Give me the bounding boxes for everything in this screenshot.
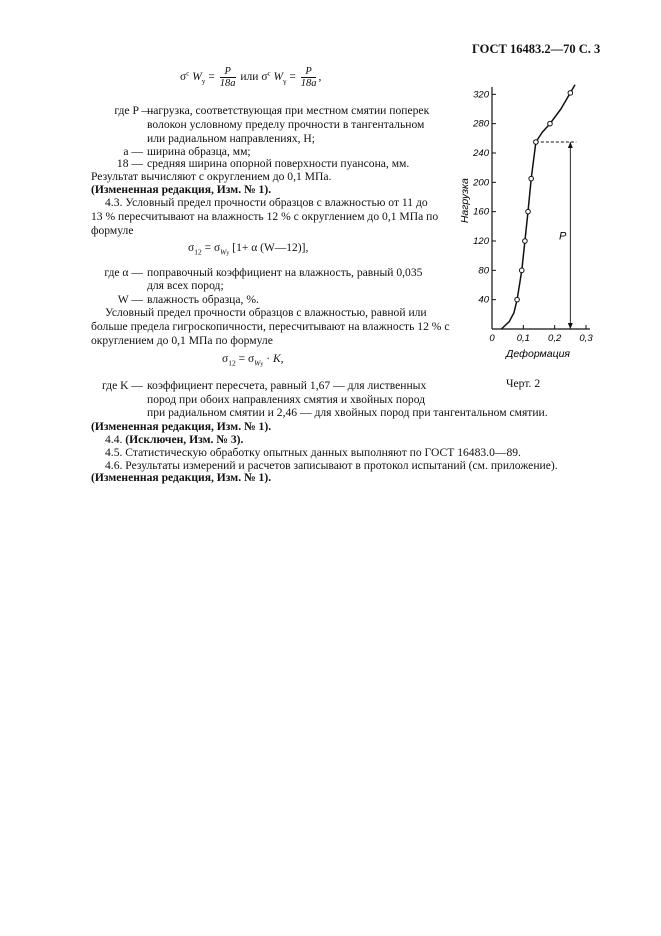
k-symbol: K, bbox=[273, 353, 284, 365]
p-label: P bbox=[558, 230, 567, 243]
p-arrow-top bbox=[568, 142, 573, 148]
amendment-note-3: (Измененная редакция, Изм. № 1). bbox=[91, 471, 272, 484]
legend-symbol-w: W — bbox=[117, 293, 143, 306]
legend-line: для всех пород; bbox=[147, 279, 224, 292]
legend-text-k bbox=[147, 379, 548, 420]
sigma-symbol: σ bbox=[180, 71, 187, 84]
w-subscript-gamma: γ bbox=[283, 76, 287, 86]
data-point bbox=[548, 121, 553, 126]
amendment-note-2: (Измененная редакция, Изм. № 1). bbox=[91, 420, 272, 433]
x-tick-label: 0,3 bbox=[579, 333, 593, 344]
equals-sign: = bbox=[204, 242, 212, 254]
load-curve bbox=[501, 85, 575, 329]
sigma-symbol: σ bbox=[213, 242, 221, 254]
legend-symbol-a: a — bbox=[123, 145, 143, 158]
legend-text-18: средняя ширина опорной поверхности пуансона, мм. bbox=[147, 157, 410, 170]
sigma-symbol: σ bbox=[261, 71, 268, 84]
formula-moisture-correction bbox=[188, 242, 308, 256]
formula-recalculation bbox=[222, 353, 284, 367]
w-subscript: y bbox=[201, 76, 206, 86]
fraction-2 bbox=[301, 66, 317, 89]
data-point bbox=[519, 268, 524, 273]
frac-numerator: P bbox=[301, 66, 317, 78]
y-tick-label: 40 bbox=[478, 294, 489, 306]
formula-rhs: [1+ α (W—12)], bbox=[232, 242, 309, 254]
equals-sign: = bbox=[289, 71, 296, 84]
formula-comma: , bbox=[318, 71, 322, 84]
sigma-subscript: W bbox=[254, 358, 261, 368]
or-word: или bbox=[240, 71, 259, 84]
y-tick-label: 200 bbox=[473, 177, 489, 189]
data-point bbox=[529, 176, 534, 181]
sigma-subsubscript: y bbox=[260, 361, 264, 368]
formula-crushing-strength: $\sigma^c$ $W_y$ = $\frac{P}{18a}$ или $\sigma^c$ $W_\gamma$ = $\frac{P}{18a}$ , bbox=[180, 66, 322, 89]
y-tick-label: 160 bbox=[473, 206, 489, 218]
y-tick-label: 240 bbox=[473, 148, 489, 159]
paragraph-line: больше предела гигроскопичности, пересчитывают на влажность 12 % с bbox=[91, 320, 450, 333]
y-axis-label: Нагрузка bbox=[459, 178, 471, 224]
x-tick-label: 0,1 bbox=[516, 333, 530, 344]
data-point bbox=[568, 91, 573, 96]
frac-denominator: 18a bbox=[300, 78, 317, 89]
document-header: ГОСТ 16483.2—70 С. 3 bbox=[472, 42, 601, 56]
legend-line: волокон условному пределу прочности в тангентальном bbox=[147, 118, 425, 131]
legend-line: пород при обоих направлениях смятия и хвойных пород bbox=[147, 392, 426, 406]
sigma-subscript: 12 bbox=[194, 247, 202, 257]
multiply-sign: · bbox=[266, 353, 271, 365]
y-tick-label: 320 bbox=[473, 89, 489, 101]
legend-symbol-p: где P — bbox=[114, 104, 153, 117]
data-point bbox=[534, 140, 539, 145]
paragraph-number: 4.4. bbox=[105, 433, 123, 446]
x-tick-label: 0 bbox=[489, 333, 495, 344]
legend-symbol-k: где K — bbox=[102, 379, 143, 392]
legend-symbol-alpha: где α — bbox=[104, 266, 143, 279]
legend-text-w: влажность образца, %. bbox=[147, 293, 259, 306]
paragraph-line: формуле bbox=[91, 224, 134, 237]
legend-text-a: ширина образца, мм; bbox=[147, 145, 251, 158]
paragraph-line: 13 % пересчитывают на влажность 12 % с округлением до 0,1 МПа по bbox=[91, 210, 439, 223]
legend-symbol-18: 18 — bbox=[116, 157, 143, 170]
chart-caption: Черт. 2 bbox=[506, 377, 541, 390]
legend-text-alpha bbox=[147, 266, 422, 292]
frac-numerator: P bbox=[220, 66, 236, 78]
load-deformation-chart bbox=[455, 68, 605, 368]
paragraph-4-6: 4.6. Результаты измерений и расчетов записывают в протокол испытаний (см. приложение). bbox=[105, 459, 558, 472]
paragraph-4-3 bbox=[91, 196, 438, 238]
y-tick-label: 120 bbox=[473, 236, 489, 247]
frac-denominator: 18a bbox=[219, 78, 236, 89]
data-point bbox=[526, 209, 531, 214]
w-symbol: W bbox=[273, 71, 284, 84]
sigma-symbol: σ bbox=[188, 242, 195, 254]
legend-line: коэффициент пересчета, равный 1,67 — для лиственных bbox=[147, 379, 427, 392]
paragraph-4-5: 4.5. Статистическую обработку опытных данных выполняют по ГОСТ 16483.0—89. bbox=[105, 446, 521, 459]
paragraph-hygroscopic bbox=[91, 306, 450, 348]
sigma-subscript: W bbox=[220, 247, 227, 257]
x-tick-label: 0,2 bbox=[548, 333, 562, 344]
paragraph-4-4 bbox=[91, 433, 243, 446]
legend-text-p bbox=[147, 104, 429, 146]
equals-sign: = bbox=[238, 353, 246, 365]
data-point bbox=[515, 297, 520, 302]
p-arrow-bottom bbox=[568, 323, 573, 329]
y-tick-label: 280 bbox=[473, 118, 489, 130]
legend-line: при радиальном смятии и 2,46 — для хвойных пород при тангентальном смятии. bbox=[147, 406, 548, 419]
equals-sign: = bbox=[208, 71, 215, 84]
sigma-symbol: σ bbox=[222, 353, 229, 365]
paragraph-line: Условный предел прочности образцов с влажностью, равной или bbox=[105, 306, 427, 319]
fraction-1 bbox=[220, 66, 236, 89]
paragraph-text: (Исключен, Изм. № 3). bbox=[125, 433, 244, 446]
paragraph-line: 4.3. Условный предел прочности образцов с влажностью от 11 до bbox=[105, 196, 428, 209]
legend-line: поправочный коэффициент на влажность, равный 0,035 bbox=[147, 266, 423, 279]
w-symbol: W bbox=[192, 71, 202, 84]
sigma-symbol: σ bbox=[247, 353, 255, 365]
paragraph-line: округлением до 0,1 МПа по формуле bbox=[91, 334, 273, 347]
legend-line: нагрузка, соответствующая при местном смятии поперек bbox=[147, 104, 430, 117]
data-point bbox=[523, 239, 528, 244]
x-axis-label: Деформация bbox=[505, 348, 571, 360]
amendment-note-1: (Измененная редакция, Изм. № 1). bbox=[91, 183, 272, 196]
legend-line: или радиальном направлениях, Н; bbox=[147, 132, 316, 145]
sigma-subsubscript: y bbox=[226, 250, 230, 257]
sigma-subscript: 12 bbox=[228, 358, 236, 368]
y-tick-label: 80 bbox=[478, 265, 489, 277]
result-line: Результат вычисляют с округлением до 0,1 МПа. bbox=[91, 170, 332, 183]
